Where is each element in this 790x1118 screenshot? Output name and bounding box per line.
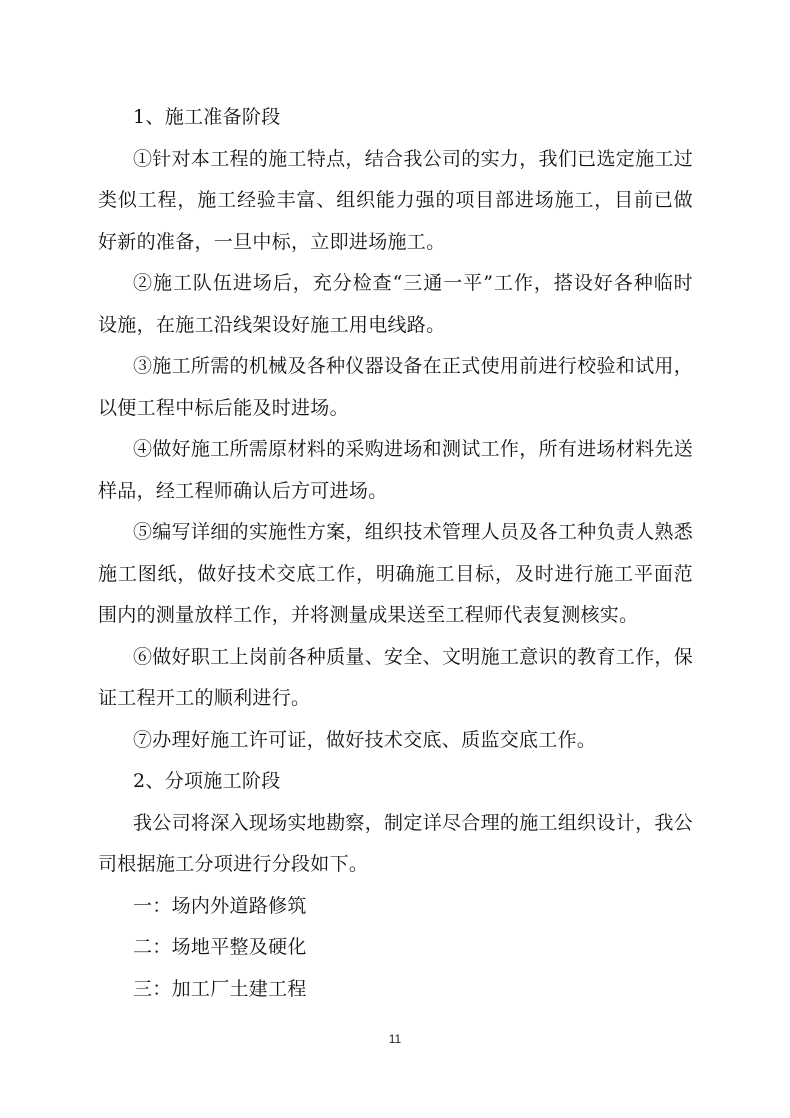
list-item-stage-3: 三：加工厂土建工程 <box>133 977 307 1000</box>
paragraph-item-7: ⑦办理好施工许可证，做好技术交底、质监交底工作。 <box>133 728 597 751</box>
page-number: 11 <box>388 1032 402 1046</box>
section-heading-1: 1、施工准备阶段 <box>133 106 281 128</box>
section-heading-2: 2、分项施工阶段 <box>133 770 281 792</box>
paragraph-item-4: ④做好施工所需原材料的采购进场和测试工作，所有进场材料先送样品，经工程师确认后方可进场。 <box>98 438 693 502</box>
paragraph-item-3: ③施工所需的机械及各种仪器设备在正式使用前进行校验和试用，以便工程中标后能及时进场。 <box>98 355 693 419</box>
list-item-stage-2: 二：场地平整及硬化 <box>133 936 307 958</box>
paragraph-item-1: ①针对本工程的施工特点，结合我公司的实力，我们已选定施工过类似工程，施工经验丰富、组织能力强的项目部进场施工，目前已做好新的准备，一旦中标，立即进场施工。 <box>98 147 693 253</box>
document-body <box>98 97 693 1010</box>
paragraph-item-5: ⑤编写详细的实施性方案，组织技术管理人员及各工种负责人熟悉施工图纸，做好技术交底工作，明确施工目标，及时进行施工平面范围内的测量放样工作，并将测量成果送至工程师代表复测核实。 <box>98 521 693 626</box>
paragraph-item-2: ②施工队伍进场后，充分检查“三通一平”工作，搭设好各种临时设施，在施工沿线架设好施工用电线路。 <box>98 272 693 336</box>
paragraph-item-6: ⑥做好职工上岗前各种质量、安全、文明施工意识的教育工作，保证工程开工的顺利进行。 <box>98 645 693 709</box>
list-item-stage-1: 一：场内外道路修筑 <box>133 894 307 917</box>
paragraph-intro: 我公司将深入现场实地勘察，制定详尽合理的施工组织设计，我公司根据施工分项进行分段如下。 <box>98 811 693 875</box>
